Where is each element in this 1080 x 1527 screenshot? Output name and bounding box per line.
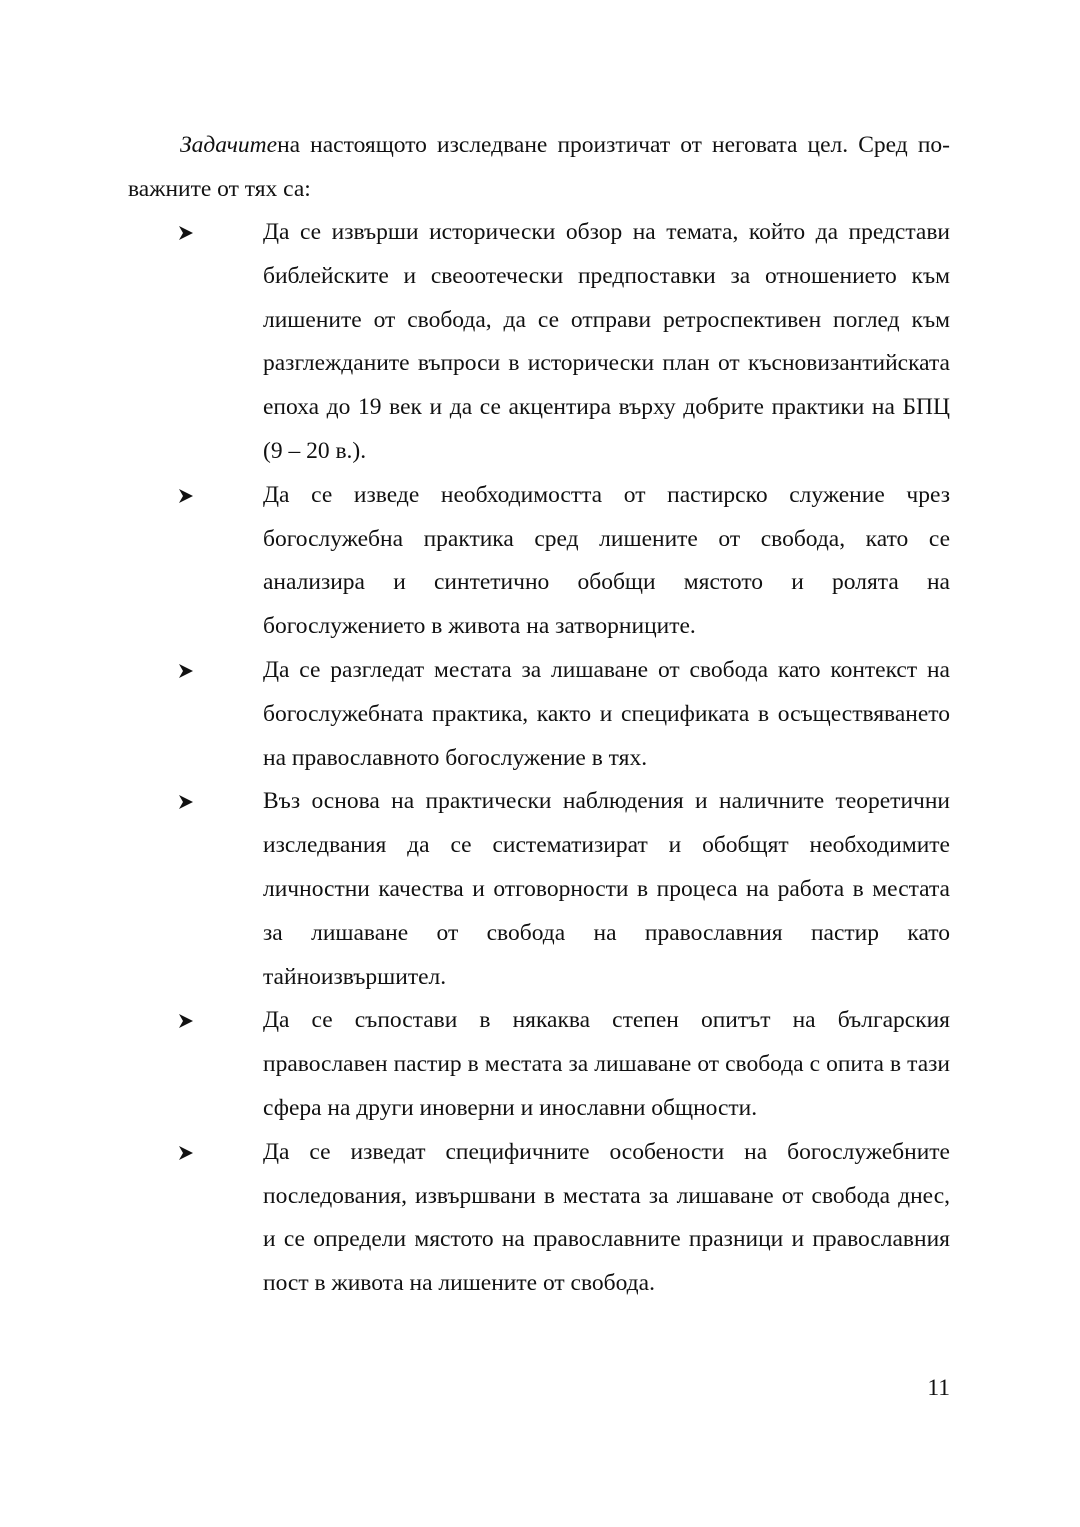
intro-text: на настоящото изследване произтичат от неговата цел. Сред по-важните от тях са: — [128, 132, 950, 202]
page-number: 11 — [927, 1375, 950, 1401]
list-item — [128, 211, 950, 474]
arrowhead-bullet-icon — [178, 1131, 202, 1175]
task-text: Да се разгледат местата за лишаване от свобода като контекст на богослужебната практика, както и спецификата в осъществяването на православното богослужение в тях. — [263, 656, 950, 771]
arrowhead-bullet-icon — [178, 999, 202, 1043]
list-item — [128, 999, 950, 1130]
list-item — [128, 1131, 950, 1306]
arrowhead-bullet-icon — [178, 211, 202, 255]
intro-term: Задачите — [180, 132, 278, 158]
arrowhead-bullet-icon — [178, 649, 202, 693]
task-text: Да се изведе необходимостта от пастирско служение чрез богослужебна практика сред лишените от свобода, като се анализира и синтетично обобщи мястото и ролята на богослужението в живота на затворниците. — [263, 481, 950, 640]
task-text: Да се изведат специфичните особености на богослужебните последования, извършвани в местата за лишаване от свобода днес, и се определи мястото на православните празници и православния пост в живота на лишените от свобода. — [263, 1138, 950, 1297]
tasks-list — [128, 211, 950, 1306]
arrowhead-bullet-icon — [178, 780, 202, 824]
task-text: Въз основа на практически наблюдения и наличните теоретични изследвания да се систематизират и обобщят необходимите личностни качества и отговорности в процеса на работа в местата за лишаване от свобода на православния пастир като тайноизвършител. — [263, 788, 950, 990]
task-text: Да се съпостави в някаква степен опитът на българския православен пастир в местата за лишаване от свобода с опита в тази сфера на други иноверни и инославни общности. — [263, 1007, 950, 1121]
task-text: Да се извърши исторически обзор на темата, който да представи библейските и свеоотечески предпоставки за отношението към лишените от свобода, да се отправи ретроспективен поглед към разглежданите въпроси в исторически план от късновизантийската епоха до 19 век и да се акцентира върху добрите практики на БПЦ (9 – 20 в.). — [263, 219, 950, 464]
list-item — [128, 649, 950, 780]
arrowhead-bullet-icon — [178, 474, 202, 518]
intro-paragraph — [128, 124, 950, 212]
list-item — [128, 780, 950, 999]
list-item — [128, 474, 950, 649]
